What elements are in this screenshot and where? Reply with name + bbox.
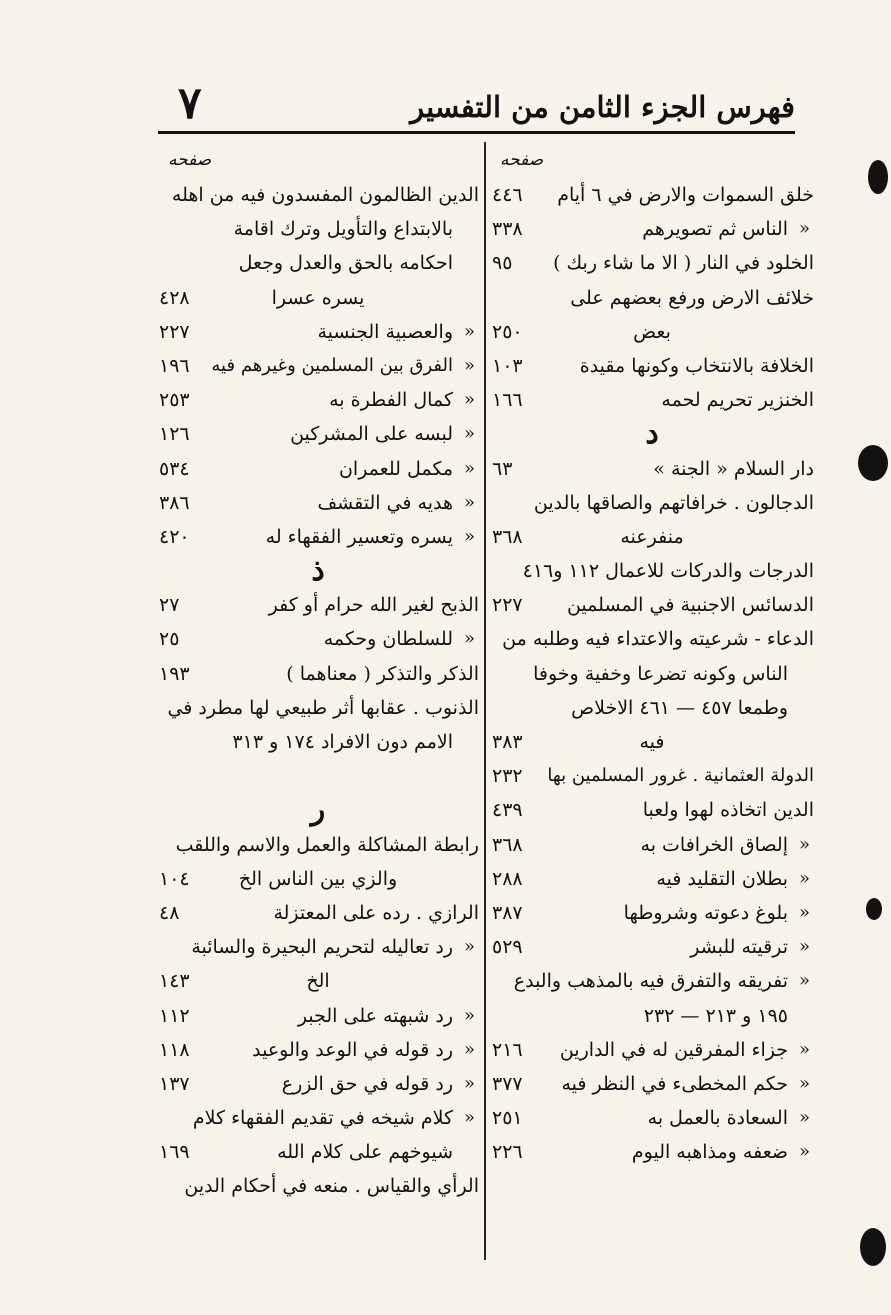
index-entry	[490, 452, 814, 486]
entry-text: الدجالون . خرافاتهم والصاقها بالدين	[533, 491, 814, 514]
entry-text: حكم المخطىء في النظر فيه	[561, 1072, 788, 1095]
ditto-mark: «	[798, 833, 810, 855]
entry-text: الذنوب . عقابها أثر طبيعي لها مطرد في	[167, 696, 479, 719]
page-number: ٧	[178, 78, 202, 129]
entry-text: لبسه على المشركين	[290, 423, 453, 446]
page-column-label-right: صفحه	[500, 150, 544, 170]
entry-text: جزاء المفرقين له في الدارين	[559, 1038, 788, 1061]
index-entry	[490, 657, 814, 691]
page-ref: ٣٦٨	[492, 833, 523, 856]
page-ref: ٥٣٤	[159, 457, 190, 480]
entry-text: مكمل للعمران	[338, 457, 453, 480]
page-ref: ١٦٦	[492, 389, 523, 412]
index-entry	[490, 691, 814, 725]
ditto-mark: «	[798, 867, 810, 889]
entry-text: ترقيته للبشر	[690, 936, 788, 959]
page-ref: ٤٢٨	[159, 286, 190, 309]
index-entry	[157, 178, 479, 212]
page-ref: ٤٤٦	[492, 184, 523, 206]
section-letter: ر	[310, 792, 326, 828]
entry-text: الرازي . رده على المعتزلة	[273, 901, 479, 924]
entry-text: الدرجات والدركات للاعمال ١١٢ و٤١٦	[522, 560, 814, 583]
page-ref: ٢٥١	[492, 1107, 523, 1130]
index-entry	[157, 896, 479, 930]
index-entry	[157, 315, 479, 349]
page-ref: ٢٧	[159, 594, 180, 617]
index-entry	[157, 725, 479, 759]
entry-text: فيه	[639, 731, 665, 753]
page-ref: ٢٢٦	[492, 1141, 523, 1164]
header-rule	[158, 131, 795, 134]
column-divider	[484, 142, 486, 1260]
entry-text: الرأي والقياس . منعه في أحكام الدين	[184, 1175, 479, 1198]
index-entry	[157, 1033, 479, 1067]
running-title: فهرس الجزء الثامن من التفسير	[410, 90, 795, 124]
page-ref: ٤٨	[159, 901, 180, 924]
index-entry	[157, 828, 479, 862]
index-entry	[490, 999, 814, 1033]
ditto-mark: «	[463, 491, 475, 513]
entry-text: خلائف الارض ورفع بعضهم على	[570, 286, 814, 309]
page-ref: ٦٣	[492, 457, 513, 480]
page-ref: ١١٨	[159, 1038, 190, 1061]
page-ref: ١١٢	[159, 1004, 190, 1027]
index-entry	[490, 725, 814, 759]
index-entry	[490, 622, 814, 656]
entry-text: الناس وكونه تضرعا وخفية وخوفا	[533, 662, 788, 685]
index-entry	[490, 930, 814, 964]
index-entry	[490, 281, 814, 315]
index-entry	[157, 486, 479, 520]
ditto-mark: «	[798, 901, 810, 923]
page-ref: ٢٥	[159, 628, 180, 651]
page-ref: ١٣٧	[159, 1072, 190, 1095]
index-entry	[490, 383, 814, 417]
ditto-mark: «	[798, 1107, 810, 1129]
page-ref: ٢٥٠	[492, 320, 523, 343]
ditto-mark: «	[798, 1141, 810, 1163]
index-entry	[490, 178, 814, 212]
index-entry	[157, 930, 479, 964]
entry-text: كلام شيخه في تقديم الفقهاء كلام	[192, 1107, 453, 1130]
entry-text: الخلافة بالانتخاب وكونها مقيدة	[579, 354, 814, 377]
page-ref: ٣٣٨	[492, 218, 523, 241]
entry-text: ١٩٥ و ٢١٣ — ٢٣٢	[643, 1004, 788, 1027]
ink-blot	[868, 160, 888, 194]
index-entry	[490, 1101, 814, 1135]
page-ref: ٢٨٨	[492, 867, 523, 890]
ditto-mark: «	[463, 389, 475, 411]
entry-text: الدين الظالمون المفسدون فيه من اهله	[171, 184, 479, 206]
page-ref: ١٠٤	[159, 867, 190, 890]
ditto-mark: «	[463, 354, 475, 376]
entry-text: رد شبهته على الجبر	[297, 1004, 453, 1027]
index-entry	[490, 1135, 814, 1169]
entry-text: الدين اتخاذه لهوا ولعبا	[642, 799, 814, 822]
index-entry	[157, 691, 479, 725]
page-ref: ١٠٣	[492, 354, 523, 377]
page-ref: ٢٣٢	[492, 765, 523, 788]
index-column-right	[490, 178, 814, 1169]
page-ref: ١٤٣	[159, 970, 190, 993]
entry-text: الخ	[306, 970, 330, 993]
entry-text: والزي بين الناس الخ	[238, 867, 398, 890]
index-entry	[157, 1135, 479, 1169]
ditto-mark: «	[463, 1107, 475, 1129]
index-entry	[490, 793, 814, 827]
entry-text: الدولة العثمانية . غرور المسلمين بها	[547, 765, 814, 787]
page-ref: ٩٥	[492, 252, 513, 275]
entry-text: رد قوله في الوعد والوعيد	[252, 1038, 453, 1061]
ditto-mark: «	[798, 1038, 810, 1060]
ditto-mark: «	[798, 936, 810, 958]
entry-text: الناس ثم تصويرهم	[642, 218, 788, 241]
index-entry	[157, 1169, 479, 1203]
page-ref: ١٦٩	[159, 1141, 190, 1164]
index-entry	[157, 212, 479, 246]
index-entry	[157, 964, 479, 998]
page-ref: ٢١٦	[492, 1038, 523, 1061]
page-ref: ١٢٦	[159, 423, 190, 446]
ditto-mark: «	[798, 970, 810, 992]
index-entry	[157, 862, 479, 896]
entry-text: كمال الفطرة به	[329, 389, 453, 412]
index-column-left	[157, 178, 479, 1204]
page-ref: ٢٢٧	[492, 594, 523, 617]
entry-text: احكامه بالحق والعدل وجعل	[238, 252, 453, 275]
index-entry	[157, 383, 479, 417]
section-letter: ذ	[311, 553, 325, 589]
ditto-mark: «	[463, 628, 475, 650]
index-entry	[157, 622, 479, 656]
index-entry	[157, 1067, 479, 1101]
entry-text: بعض	[633, 320, 671, 343]
index-entry	[490, 862, 814, 896]
entry-text: رد تعاليله لتحريم البحيرة والسائبة	[191, 936, 453, 959]
page-ref: ٣٧٧	[492, 1072, 523, 1095]
page-ref: ٥٢٩	[492, 936, 523, 959]
entry-text: الخنزير تحريم لحمه	[661, 389, 814, 412]
entry-text: تفريقه والتفرق فيه بالمذهب والبدع	[513, 970, 788, 993]
entry-text: رابطة المشاكلة والعمل والاسم واللقب	[175, 833, 479, 856]
blank-row	[157, 759, 479, 793]
entry-text: بالابتداع والتأويل وترك اقامة	[233, 218, 453, 241]
entry-text: للسلطان وحكمه	[323, 628, 453, 651]
index-entry	[490, 828, 814, 862]
ditto-mark: «	[798, 218, 810, 240]
entry-text: الدعاء - شرعيته والاعتداء فيه وطلبه من	[502, 628, 814, 651]
page-ref: ١٩٦	[159, 354, 190, 377]
ditto-mark: «	[463, 1038, 475, 1060]
entry-text: الذبح لغير الله حرام أو كفر	[268, 594, 479, 617]
index-entry	[490, 759, 814, 793]
index-entry	[490, 1033, 814, 1067]
index-entry	[157, 999, 479, 1033]
page-ref: ٤٢٠	[159, 525, 190, 548]
index-entry	[490, 520, 814, 554]
entry-text: دار السلام « الجنة »	[653, 457, 814, 480]
ink-blot	[860, 1228, 886, 1266]
entry-text: الامم دون الافراد ١٧٤ و ٣١٣	[232, 731, 453, 753]
page-ref: ٢٥٣	[159, 389, 190, 412]
page-ref: ٢٢٧	[159, 320, 190, 343]
index-entry	[157, 1101, 479, 1135]
ditto-mark: «	[798, 1072, 810, 1094]
index-entry	[490, 1067, 814, 1101]
index-entry	[157, 349, 479, 383]
entry-text: وطمعا ٤٥٧ — ٤٦١ الاخلاص	[571, 696, 788, 719]
entry-text: الخلود في النار ( الا ما شاء ربك )	[553, 252, 814, 275]
page-ref: ٣٨٧	[492, 901, 523, 924]
ink-blot	[866, 898, 882, 920]
index-entry	[490, 212, 814, 246]
page-ref: ٣٨٦	[159, 491, 190, 514]
section-letter: د	[645, 416, 659, 452]
entry-text: هديه في التقشف	[317, 491, 453, 514]
ditto-mark: «	[463, 936, 475, 958]
index-entry	[490, 315, 814, 349]
index-entry	[157, 657, 479, 691]
page-ref: ٣٨٣	[492, 731, 523, 753]
page-ref: ١٩٣	[159, 662, 190, 685]
index-entry	[157, 452, 479, 486]
page-ref: ٤٣٩	[492, 799, 523, 822]
entry-text: خلق السموات والارض في ٦ أيام	[557, 184, 814, 206]
entry-text: السعادة بالعمل به	[647, 1107, 788, 1130]
entry-text: بطلان التقليد فيه	[656, 867, 788, 890]
page-ref: ٣٦٨	[492, 525, 523, 548]
entry-text: ضعفه ومذاهبه اليوم	[631, 1141, 788, 1164]
ink-blot	[858, 445, 888, 481]
index-entry	[490, 896, 814, 930]
entry-text: الذكر والتذكر ( معناهما )	[286, 662, 479, 685]
entry-text: والعصبية الجنسية	[317, 320, 453, 343]
entry-text: منفرعنه	[620, 525, 684, 548]
index-entry	[490, 964, 814, 998]
entry-text: الدسائس الاجنبية في المسلمين	[566, 594, 814, 617]
entry-text: شيوخهم على كلام الله	[277, 1141, 453, 1164]
ditto-mark: «	[463, 457, 475, 479]
index-entry	[490, 349, 814, 383]
ditto-mark: «	[463, 423, 475, 445]
index-entry	[157, 246, 479, 280]
entry-text: بلوغ دعوته وشروطها	[623, 901, 788, 924]
index-entry	[157, 281, 479, 315]
index-entry	[490, 554, 814, 588]
index-entry	[490, 588, 814, 622]
index-entry	[157, 417, 479, 451]
entry-text: يسره وتعسير الفقهاء له	[265, 525, 453, 548]
entry-text: إلصاق الخرافات به	[640, 833, 788, 856]
ditto-mark: «	[463, 1004, 475, 1026]
entry-text: يسره عسرا	[271, 286, 365, 309]
ditto-mark: «	[463, 525, 475, 547]
entry-text: رد قوله في حق الزرع	[281, 1072, 453, 1095]
index-entry	[490, 246, 814, 280]
page-column-label-left: صفحه	[168, 150, 212, 170]
entry-text: الفرق بين المسلمين وغيرهم فيه	[211, 354, 453, 376]
ditto-mark: «	[463, 1072, 475, 1094]
index-entry	[157, 588, 479, 622]
index-entry	[490, 486, 814, 520]
ditto-mark: «	[463, 320, 475, 342]
index-entry	[157, 520, 479, 554]
